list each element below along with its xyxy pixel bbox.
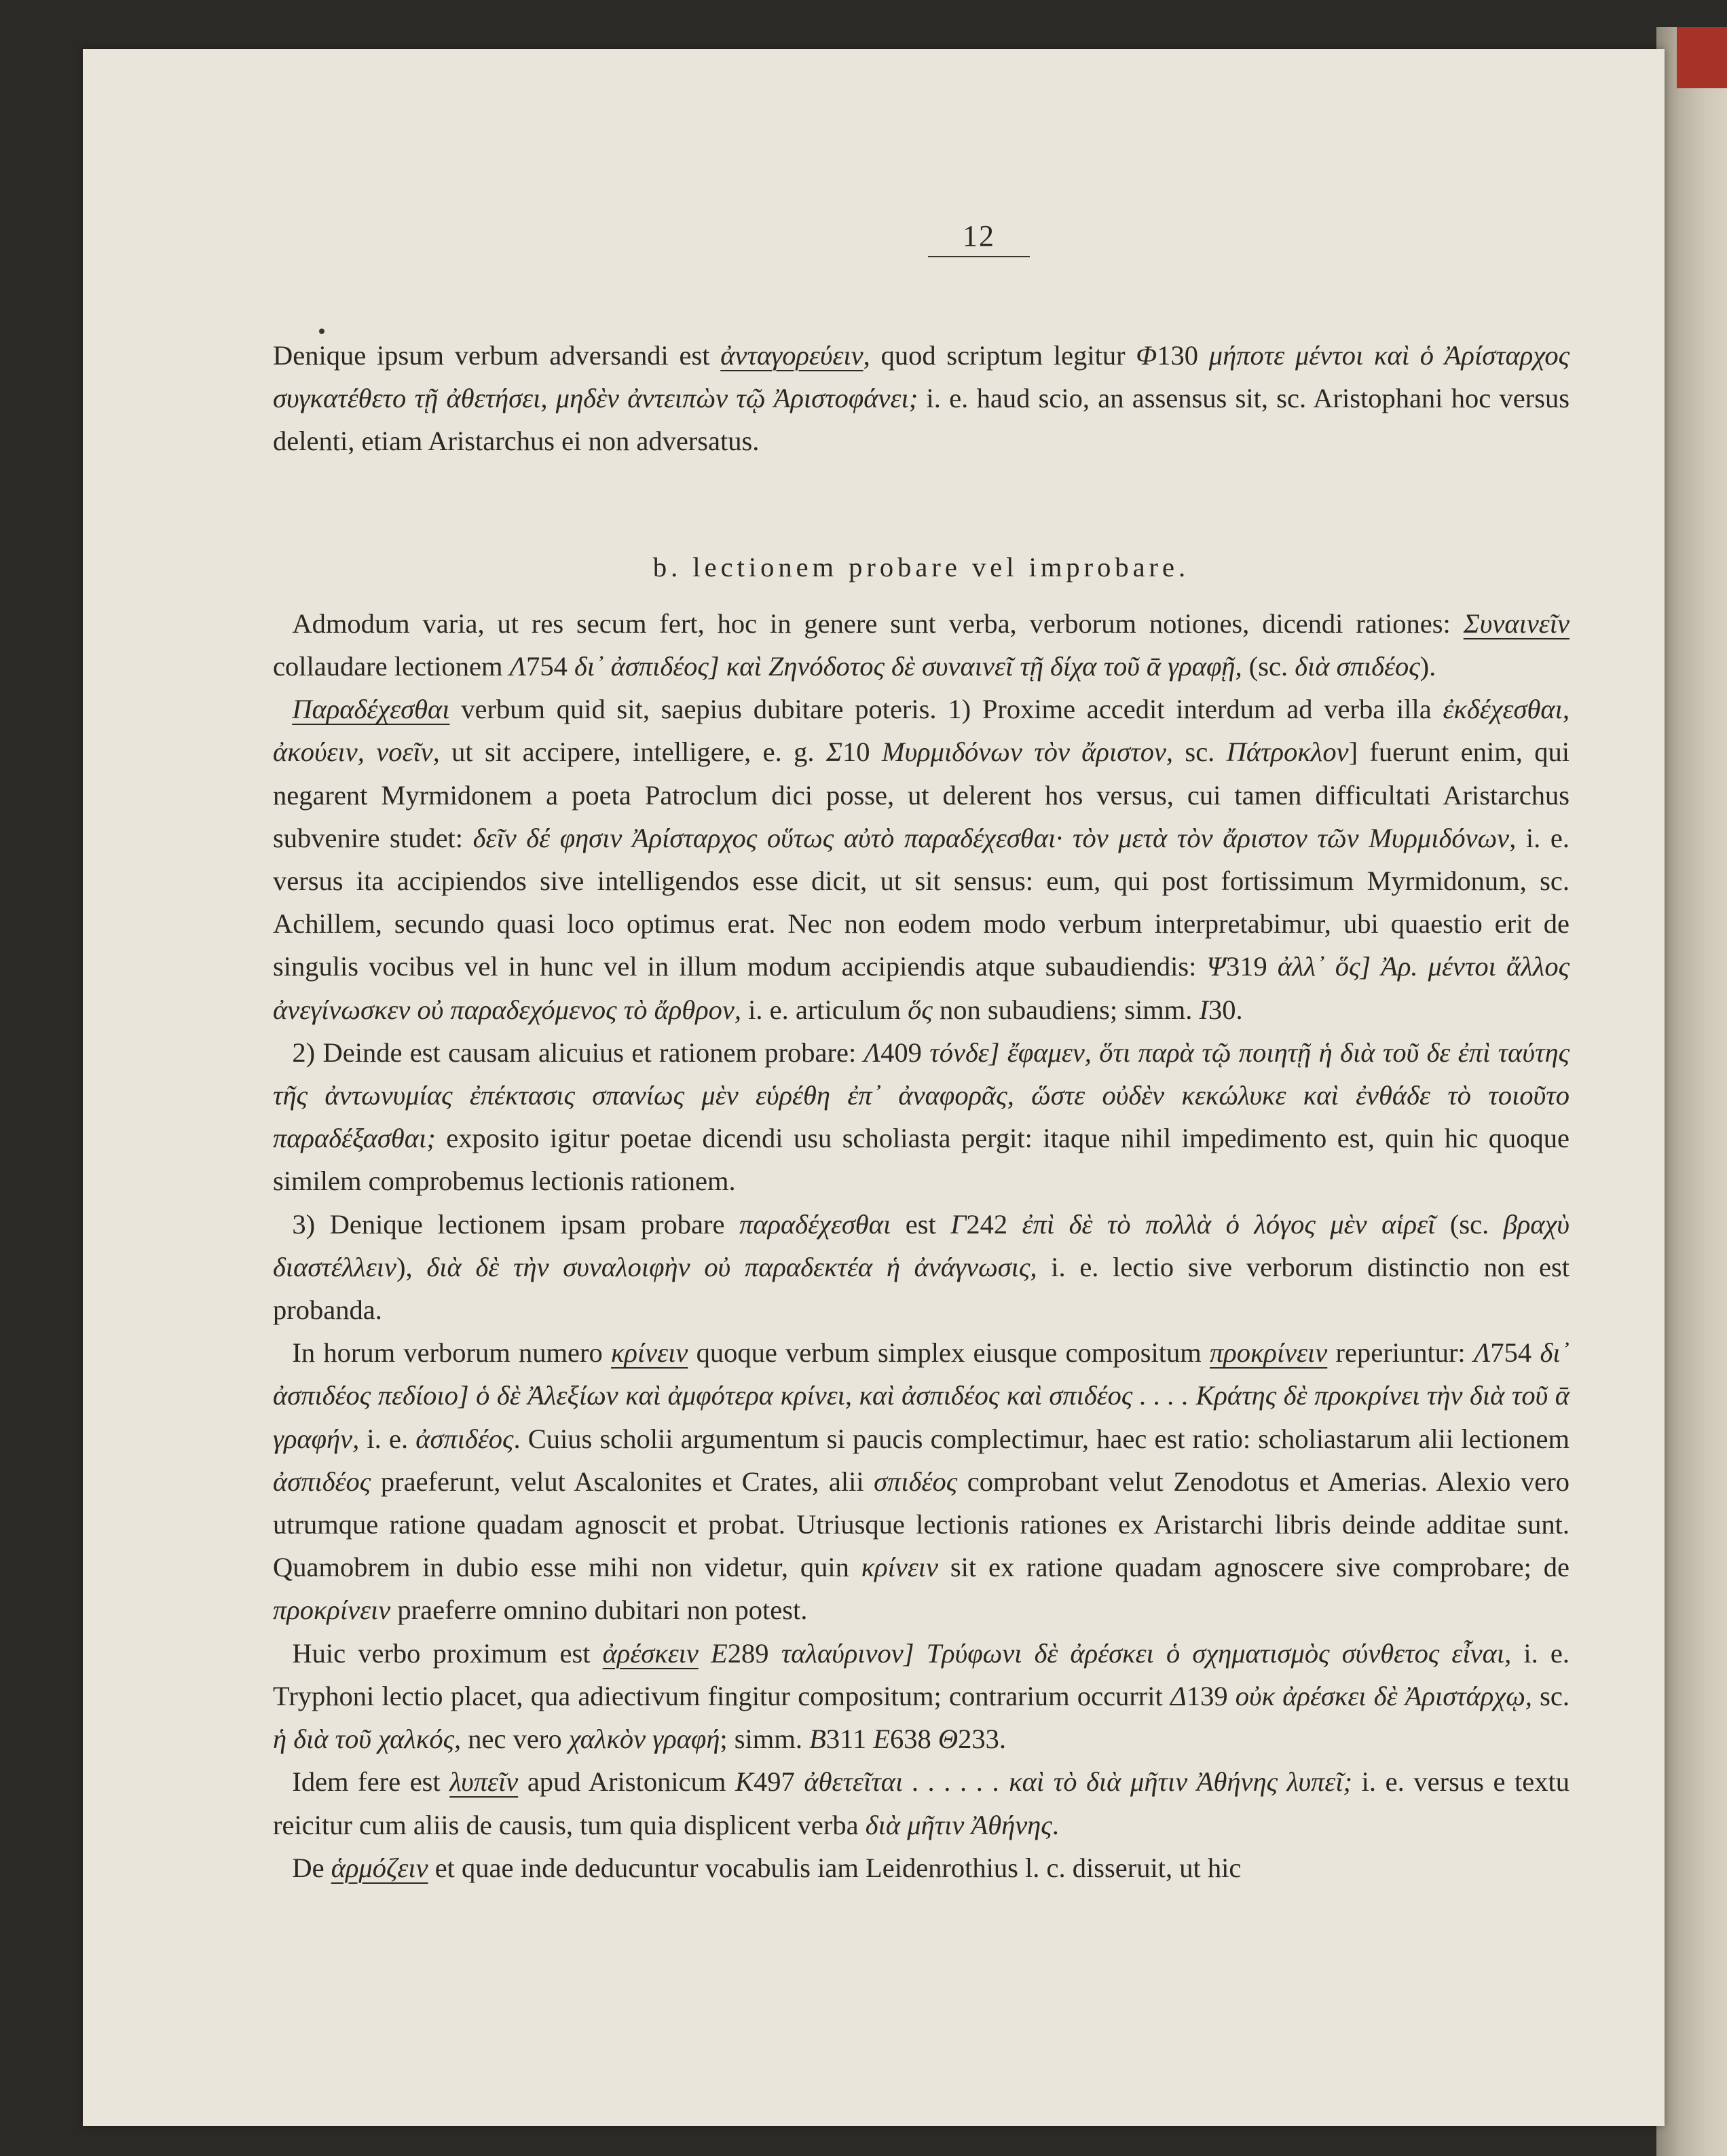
- greek-text: δι᾽ ἀσπιδέος] καὶ Ζηνόδοτος δὲ συναινεῖ τῇ δίχα τοῦ ᾱ γραφῇ,: [574, 651, 1242, 682]
- latin-text: 497: [754, 1766, 804, 1798]
- latin-text: praeferre omnino dubitari non potest.: [390, 1595, 808, 1626]
- book-edge: [1656, 27, 1727, 2156]
- latin-text: 139: [1186, 1680, 1236, 1711]
- greek-text: ἀσπιδέος: [415, 1423, 514, 1454]
- paragraph: [273, 1031, 1570, 1203]
- greek-text: χαλκὸν γραφή: [568, 1724, 720, 1755]
- latin-text: et quae inde deducuntur vocabulis iam Leidenrothius l. c. disseruit, ut hic: [428, 1852, 1242, 1883]
- latin-text: 754: [526, 651, 574, 682]
- latin-text: i. e. haud scio, an assensus sit, sc. Aristophani hoc versus delenti, etiam Aristarchus ei non adversatus.: [273, 383, 1570, 457]
- latin-text: 754: [1490, 1337, 1540, 1369]
- latin-text: i. e. Tryphoni lectio placet, qua adiectivum fingitur compositum; contrarium occurrit: [273, 1637, 1570, 1711]
- latin-text: est: [891, 1208, 951, 1240]
- greek-keyword: ἀνταγορεύειν: [720, 340, 864, 371]
- latin-text: comprobant velut Zenodotus et Amerias. Alexio vero utrumque ratione quadam agnoscit et probat. Utriusque lectionis rationes ex Aristarchi libris deinde additae sunt. Quamobrem in dubio esse mihi non videtur, quin: [273, 1466, 1570, 1583]
- greek-text: Λ: [864, 1037, 881, 1068]
- latin-text: 10: [842, 737, 882, 768]
- greek-text: ἀθετεῖται . . . . . . καὶ τὸ διὰ μῆτιν Ἀθήνης λυπεῖ;: [804, 1766, 1353, 1798]
- latin-text: 30.: [1208, 994, 1243, 1025]
- latin-text: praeferunt, velut Ascalonites et Crates, alii: [371, 1466, 874, 1497]
- latin-text: i. e. articulum: [741, 994, 908, 1025]
- latin-text: 409: [880, 1037, 930, 1068]
- latin-text: i. e. versus e textu reicitur cum aliis de causis, tum quia displicent verba: [273, 1766, 1570, 1840]
- greek-text: παραδέχεσθαι: [739, 1208, 891, 1240]
- paragraph: [273, 1203, 1570, 1332]
- paragraph: [273, 688, 1570, 1031]
- latin-text: 319: [1226, 951, 1278, 982]
- greek-text: προκρίνειν: [273, 1595, 391, 1626]
- greek-text: Πάτροκλον: [1226, 737, 1349, 768]
- greek-text: διὰ δὲ τὴν συναλοιφὴν οὐ παραδεκτέα ἡ ἀνάγνωσις,: [426, 1251, 1037, 1282]
- greek-text: Γ: [950, 1208, 967, 1240]
- latin-text: 2) Deinde est causam alicuius et rationem probare:: [292, 1037, 864, 1068]
- latin-text: ; simm.: [720, 1724, 810, 1755]
- latin-text: Denique ipsum verbum adversandi est: [273, 340, 721, 371]
- greek-keyword: Συναινεῖν: [1463, 608, 1570, 639]
- greek-text: Β: [809, 1724, 826, 1755]
- latin-text: non subaudiens; simm.: [932, 994, 1200, 1025]
- latin-text: nec vero: [461, 1724, 569, 1755]
- latin-text: , quod scriptum legitur: [863, 340, 1136, 371]
- greek-text: Ι: [1199, 994, 1208, 1025]
- body-text: [273, 334, 1570, 1889]
- greek-text: ἡ διὰ τοῦ χαλκός,: [273, 1724, 462, 1755]
- latin-text: collaudare lectionem: [273, 651, 510, 682]
- latin-text: Admodum varia, ut res secum fert, hoc in genere sunt verba, verborum notiones, dicendi rationes:: [292, 608, 1464, 639]
- greek-text: Ε: [711, 1637, 728, 1669]
- latin-text: exposito igitur poetae dicendi usu scholiasta pergit: itaque nihil impedimento est, quin hic quoque similem comprobemus lectionis rationem.: [273, 1123, 1570, 1197]
- paragraph: [273, 334, 1570, 463]
- latin-text: 311: [825, 1724, 874, 1755]
- latin-text: (sc.: [1435, 1208, 1504, 1240]
- latin-text: i. e.: [359, 1423, 416, 1454]
- greek-text: ἐκδέχεσθαι, ἀκούειν, νοεῖν,: [273, 694, 1570, 768]
- page-number-rule: [928, 256, 1030, 257]
- latin-text: sc.: [1531, 1680, 1570, 1711]
- latin-text: 130: [1157, 340, 1209, 371]
- latin-text: ] fuerunt enim, qui negarent Myrmidonem a poeta Patroclum dici posse, ut delerent hos versus, cui tamen difficultati Aristarchus subvenire studet:: [273, 737, 1570, 853]
- greek-text: Θ: [937, 1724, 959, 1755]
- paragraph: [273, 1331, 1570, 1631]
- greek-keyword: προκρίνειν: [1209, 1337, 1328, 1369]
- latin-text: ut sit accipere, intelligere, e. g.: [439, 737, 826, 768]
- greek-keyword: κρίνειν: [611, 1337, 688, 1369]
- latin-text: reperiuntur:: [1327, 1337, 1474, 1369]
- greek-text: ἀσπιδέος: [273, 1466, 371, 1497]
- latin-text: quoque verbum simplex eiusque compositum: [688, 1337, 1210, 1369]
- latin-text: 3) Denique lectionem ipsam probare: [292, 1208, 740, 1240]
- latin-text: 233.: [958, 1724, 1006, 1755]
- section-heading: [273, 546, 1570, 589]
- latin-text: In horum verborum numero: [292, 1337, 612, 1369]
- greek-text: Σ: [825, 737, 842, 768]
- greek-keyword: ἁρμόζειν: [331, 1852, 428, 1883]
- ink-dot: [319, 329, 324, 334]
- greek-text: διὰ σπιδέος: [1295, 651, 1420, 682]
- latin-text: i. e. versus ita accipiendos sive intelligendos esse dicit, ut sit sensus: eum, qui post fortissimum Myrmidonum, sc. Achillem, secundo quasi loco optimus erat. Nec non eodem modo verbum interpretabimur, ubi quaestio erit de singulis vocibus vel in hunc vel in illum modum accipiendis atque subaudiendis:: [273, 822, 1570, 982]
- latin-text: sit ex ratione quadam agnoscere sive comprobare; de: [938, 1552, 1570, 1583]
- paragraph: [273, 1760, 1570, 1846]
- page-number: 12: [963, 219, 995, 253]
- latin-text: i. e. lectio sive verborum distinctio non est probanda.: [273, 1251, 1570, 1326]
- latin-text: .: [1052, 1809, 1059, 1840]
- latin-text: Huic verbo proximum est: [292, 1637, 603, 1669]
- greek-text: κρίνειν: [861, 1552, 939, 1583]
- book-page: [83, 49, 1665, 2126]
- greek-text: δι᾽ ἀσπιδέος πεδίοιο] ὁ δὲ Ἀλεξίων καὶ ἀμφότερα κρίνει, καὶ ἀσπιδέος καὶ σπιδέος . . . . Κράτης δὲ προκρίνει τὴν διὰ τοῦ ᾱ γραφήν,: [273, 1337, 1570, 1454]
- greek-keyword: λυπεῖν: [449, 1766, 519, 1798]
- greek-text: βραχὺ διαστέλλειν: [273, 1208, 1570, 1282]
- greek-text: διὰ μῆτιν Ἀθήνης: [865, 1809, 1052, 1840]
- greek-text: οὐκ ἀρέσκει δὲ Ἀριστάρχῳ,: [1235, 1680, 1532, 1711]
- latin-text: (sc.: [1242, 651, 1295, 682]
- latin-text: 638: [889, 1724, 938, 1755]
- latin-text: sc.: [1173, 737, 1227, 768]
- greek-text: μήποτε μέντοι καὶ ὁ Ἀρίσταρχος συγκατέθετο τῇ ἀθετήσει, μηδὲν ἀντειπὼν τῷ Ἀριστοφάνει;: [273, 340, 1570, 414]
- book-edge-marker: [1677, 27, 1727, 88]
- greek-text: σπιδέος: [874, 1466, 958, 1497]
- greek-text: ἀλλ᾽ ὅς] Ἀρ. μέντοι ἄλλος ἀνεγίνωσκεν οὐ παραδεχόμενος τὸ ἄρθρον,: [273, 951, 1570, 1025]
- latin-text: b. lectionem probare vel improbare.: [652, 551, 1190, 582]
- section-heading: [273, 602, 1570, 688]
- greek-keyword: ἀρέσκειν: [602, 1637, 699, 1669]
- greek-keyword: Παραδέχεσθαι: [292, 694, 450, 725]
- latin-text: [699, 1638, 711, 1669]
- latin-text: ).: [1419, 651, 1436, 682]
- greek-text: Λ: [1473, 1337, 1491, 1369]
- paragraph: [273, 1846, 1570, 1889]
- latin-text: ),: [396, 1251, 427, 1282]
- page-header: [884, 219, 1074, 257]
- greek-text: Μυρμιδόνων τὸν ἄριστον,: [881, 737, 1174, 768]
- greek-text: τόνδε] ἔφαμεν, ὅτι παρὰ τῷ ποιητῇ ἡ διὰ τοῦ δε ἐπὶ ταύτης τῆς ἀντωνυμίας ἐπέκτασις σπανίως μὲν εὑρέθη ἐπ᾽ ἀναφορᾶς, ὥστε οὐδὲν κεκώλυκε καὶ ἐνθάδε τὸ τοιοῦτο παραδέξασθαι;: [273, 1037, 1570, 1154]
- greek-text: δεῖν δέ φησιν Ἀρίσταρχος οὕτως αὐτὸ παραδέχεσθαι· τὸν μετὰ τὸν ἄριστον τῶν Μυρμιδόνων,: [472, 822, 1517, 853]
- latin-text: Idem fere est: [292, 1766, 450, 1798]
- latin-text: 289: [727, 1637, 781, 1669]
- greek-text: ὅς: [908, 994, 933, 1025]
- latin-text: apud Aristonicum: [518, 1766, 736, 1798]
- paragraph: [273, 1632, 1570, 1761]
- greek-text: Κ: [735, 1766, 754, 1798]
- latin-text: verbum quid sit, saepius dubitare poteris. 1) Proxime accedit interdum ad verba illa: [449, 694, 1443, 725]
- greek-text: ταλαύρινον] Τρύφωνι δὲ ἀρέσκει ὁ σχηματισμὸς σύνθετος εἶναι,: [781, 1637, 1512, 1669]
- latin-text: De: [292, 1852, 331, 1883]
- greek-text: ἐπὶ δὲ τὸ πολλὰ ὁ λόγος μὲν αἱρεῖ: [1022, 1208, 1436, 1240]
- latin-text: . Cuius scholii argumentum si paucis complectimur, haec est ratio: scholiastarum alii lectionem: [513, 1423, 1570, 1454]
- greek-text: Δ: [1170, 1680, 1187, 1711]
- latin-text: 242: [966, 1208, 1022, 1240]
- greek-text: Ψ: [1206, 951, 1226, 982]
- greek-text: Φ: [1136, 340, 1157, 371]
- greek-text: Ε: [873, 1724, 890, 1755]
- greek-text: Λ: [509, 651, 527, 682]
